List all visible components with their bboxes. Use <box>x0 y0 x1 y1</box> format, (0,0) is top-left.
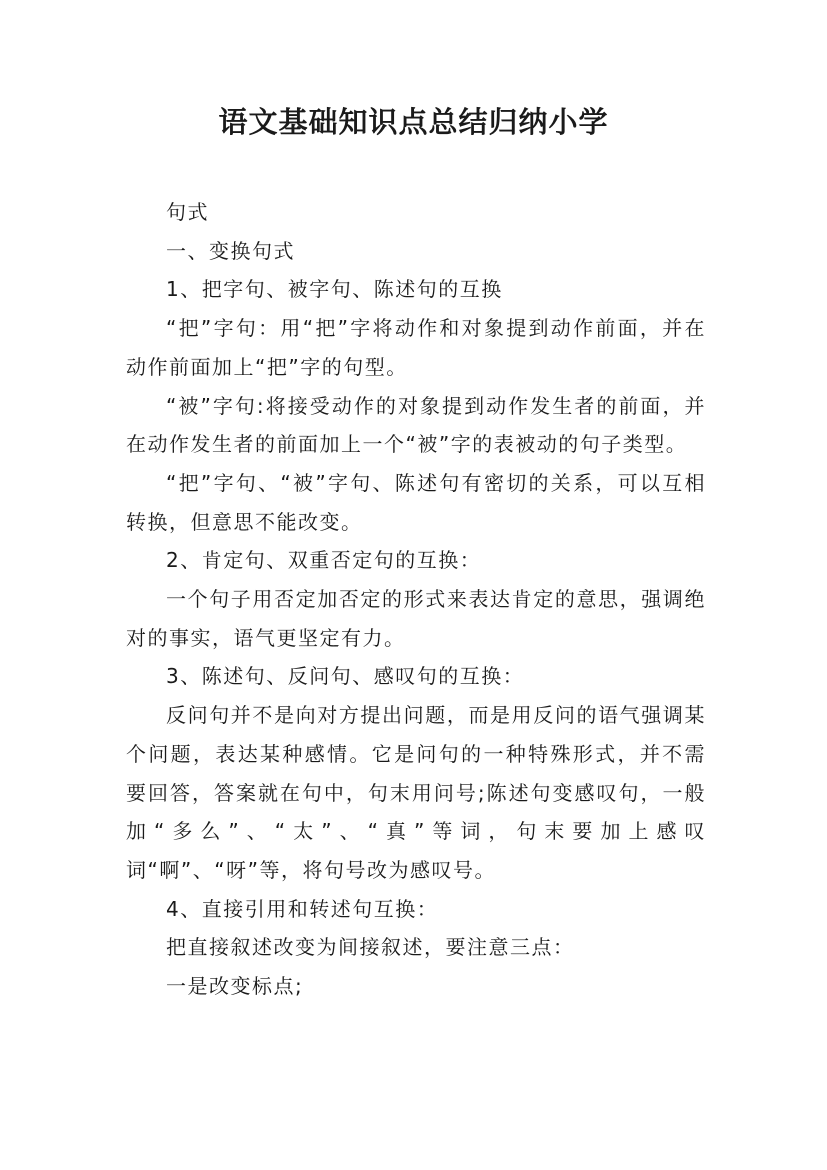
paragraph: 反问句并不是向对方提出问题，而是用反问的语气强调某个问题，表达某种感情。它是问句的一种特殊形式，并不需要回答，答案就在句中，句末用问号;陈述句变感叹句，一般加“多么”、“太”、“真”等词，句末要加上感叹词“啊”、“呀”等，将句号改为感叹号。 <box>126 703 706 882</box>
paragraph: “把”字句：用“把”字将动作和对象提到动作前面，并在动作前面加上“把”字的句型。 <box>126 316 706 379</box>
item-heading: 4、直接引用和转述句互换： <box>166 896 439 921</box>
paragraph: 把直接叙述改变为间接叙述，要注意三点： <box>166 935 575 960</box>
paragraph: 一个句子用否定加否定的形式来表达肯定的意思，强调绝对的事实，语气更坚定有力。 <box>126 587 706 650</box>
subsection-heading: 一、变换句式 <box>166 238 295 263</box>
section-heading: 句式 <box>166 200 209 224</box>
document-title: 语文基础知识点总结归纳小学 <box>218 105 609 139</box>
document-body <box>126 193 706 1006</box>
paragraph: “被”字句:将接受动作的对象提到动作发生者的前面，并在动作发生者的前面加上一个“被”字的表被动的句子类型。 <box>126 393 706 457</box>
item-heading: 2、肯定句、双重否定句的互换： <box>166 548 482 573</box>
item-heading: 3、陈述句、反问句、感叹句的互换： <box>166 664 525 689</box>
paragraph: “把”字句、“被”字句、陈述句有密切的关系，可以互相转换，但意思不能改变。 <box>126 470 706 534</box>
paragraph: 一是改变标点; <box>166 974 304 999</box>
item-heading: 1、把字句、被字句、陈述句的互换 <box>166 277 503 302</box>
